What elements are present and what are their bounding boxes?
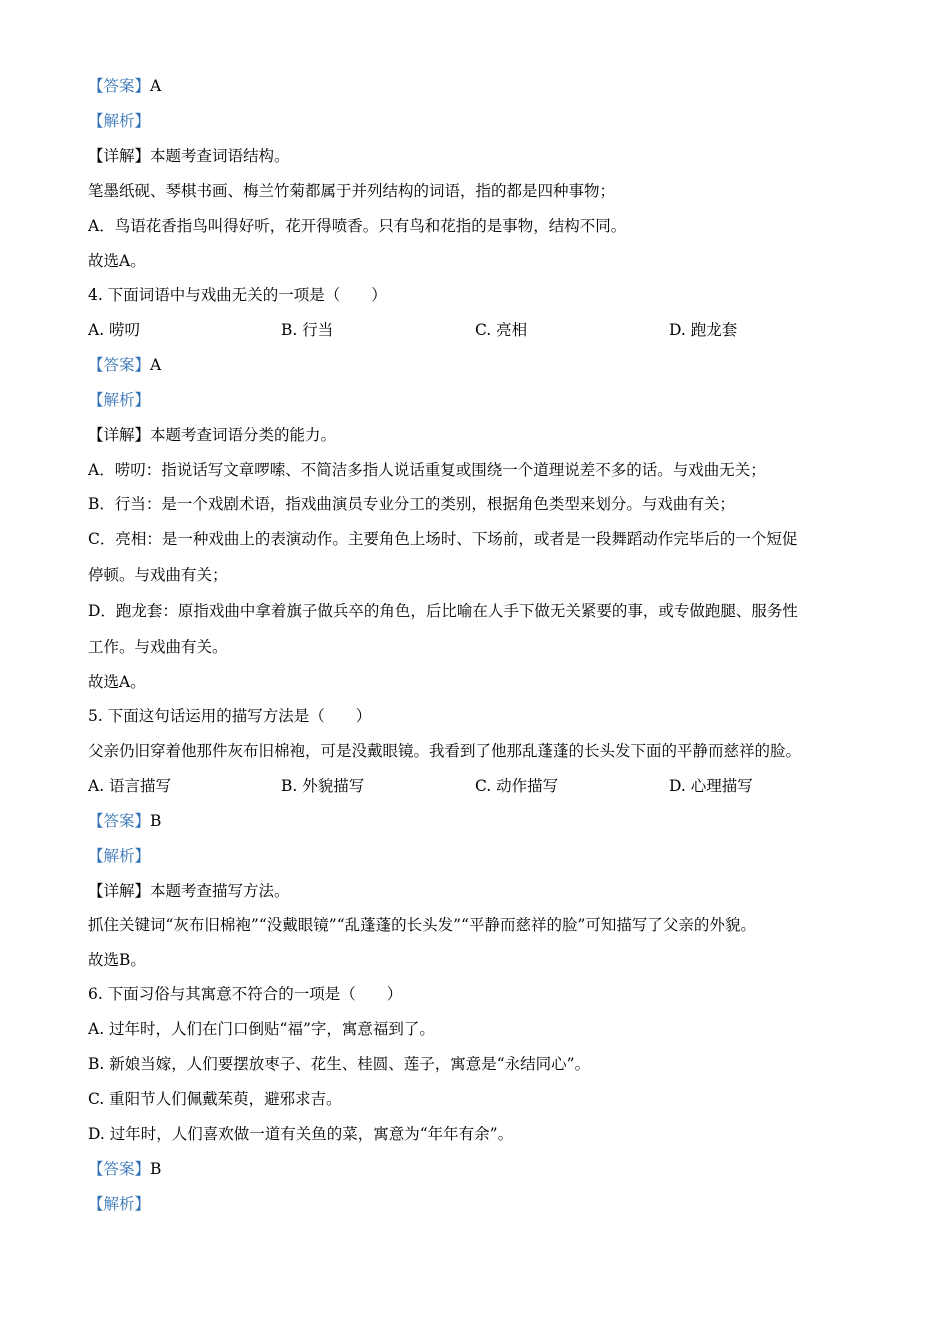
option-c: C. 重阳节人们佩戴茱萸，避邪求吉。 <box>88 1090 342 1108</box>
answer-line-q6 <box>88 1159 161 1179</box>
analysis-label: 【解析】 <box>88 112 151 130</box>
answer-value: A <box>150 356 162 374</box>
detail-text: 本题考查词语分类的能力。 <box>150 426 337 444</box>
detail-label: 【详解】 <box>88 426 151 444</box>
conclusion-line: 故选A。 <box>88 673 146 691</box>
analysis-label: 【解析】 <box>88 391 151 409</box>
analysis-label: 【解析】 <box>88 1195 151 1213</box>
option-d: D. 心理描写 <box>669 777 753 795</box>
answer-line-q3 <box>88 76 161 96</box>
option-b: B. 外貌描写 <box>281 777 365 795</box>
detail-line-q3 <box>88 146 290 166</box>
option-c: C. 亮相 <box>475 321 528 339</box>
explanation-line: 抓住关键词“灰布旧棉袍”“没戴眼镜”“乱蓬蓬的长头发”“平静而慈祥的脸”可知描写了父亲的外貌。 <box>88 916 756 934</box>
option-a: A. 过年时，人们在门口倒贴“福”字，寓意福到了。 <box>88 1020 435 1038</box>
question-stem-q4: 4. 下面词语中与戏曲无关的一项是（ ） <box>88 286 387 304</box>
detail-text: 本题考查词语结构。 <box>150 147 290 165</box>
answer-label: 【答案】 <box>88 356 151 374</box>
question-stem-q5: 5. 下面这句话运用的描写方法是（ ） <box>88 707 372 725</box>
answer-line-q4 <box>88 355 161 375</box>
explanation-line: 笔墨纸砚、琴棋书画、梅兰竹菊都属于并列结构的词语，指的都是四种事物； <box>88 182 616 200</box>
explanation-line: C．亮相：是一种戏曲上的表演动作。主要角色上场时、下场前，或者是一段舞蹈动作完毕后的一个短促 <box>88 530 798 548</box>
conclusion-line: 故选B。 <box>88 951 146 969</box>
detail-label: 【详解】 <box>88 882 151 900</box>
question-stem-q6: 6. 下面习俗与其寓意不符合的一项是（ ） <box>88 985 403 1003</box>
option-a: A. 语言描写 <box>88 777 172 795</box>
answer-line-q5 <box>88 811 161 831</box>
option-d: D. 跑龙套 <box>669 321 738 339</box>
answer-label: 【答案】 <box>88 77 151 95</box>
detail-text: 本题考查描写方法。 <box>150 882 290 900</box>
explanation-line: 停顿。与戏曲有关； <box>88 566 228 584</box>
answer-label: 【答案】 <box>88 1160 151 1178</box>
conclusion-line: 故选A。 <box>88 252 146 270</box>
explanation-line: 工作。与戏曲有关。 <box>88 638 228 656</box>
detail-line-q4 <box>88 425 336 445</box>
option-d: D. 过年时，人们喜欢做一道有关鱼的菜，寓意为“年年有余”。 <box>88 1125 514 1143</box>
option-b: B. 行当 <box>281 321 334 339</box>
explanation-line: A．唠叨：指说话写文章啰嗦、不简洁多指人说话重复或围绕一个道理说差不多的话。与戏曲无关； <box>88 461 766 479</box>
option-a: A. 唠叨 <box>88 321 141 339</box>
option-b: B. 新娘当嫁，人们要摆放枣子、花生、桂圆、莲子，寓意是“永结同心”。 <box>88 1055 591 1073</box>
answer-value: B <box>150 812 162 830</box>
detail-label: 【详解】 <box>88 147 151 165</box>
explanation-line: D．跑龙套：原指戏曲中拿着旗子做兵卒的角色，后比喻在人手下做无关紧要的事，或专做跑腿、服务性 <box>88 602 798 620</box>
answer-value: A <box>150 77 162 95</box>
explanation-line: B．行当：是一个戏剧术语，指戏曲演员专业分工的类别，根据角色类型来划分。与戏曲有关； <box>88 495 735 513</box>
answer-value: B <box>150 1160 162 1178</box>
answer-label: 【答案】 <box>88 812 151 830</box>
explanation-line: A．鸟语花香指鸟叫得好听，花开得喷香。只有鸟和花指的是事物，结构不同。 <box>88 217 627 235</box>
analysis-label: 【解析】 <box>88 847 151 865</box>
detail-line-q5 <box>88 881 290 901</box>
question-sentence: 父亲仍旧穿着他那件灰布旧棉袍，可是没戴眼镜。我看到了他那乱蓬蓬的长头发下面的平静而慈祥的脸。 <box>88 742 802 760</box>
option-c: C. 动作描写 <box>475 777 559 795</box>
